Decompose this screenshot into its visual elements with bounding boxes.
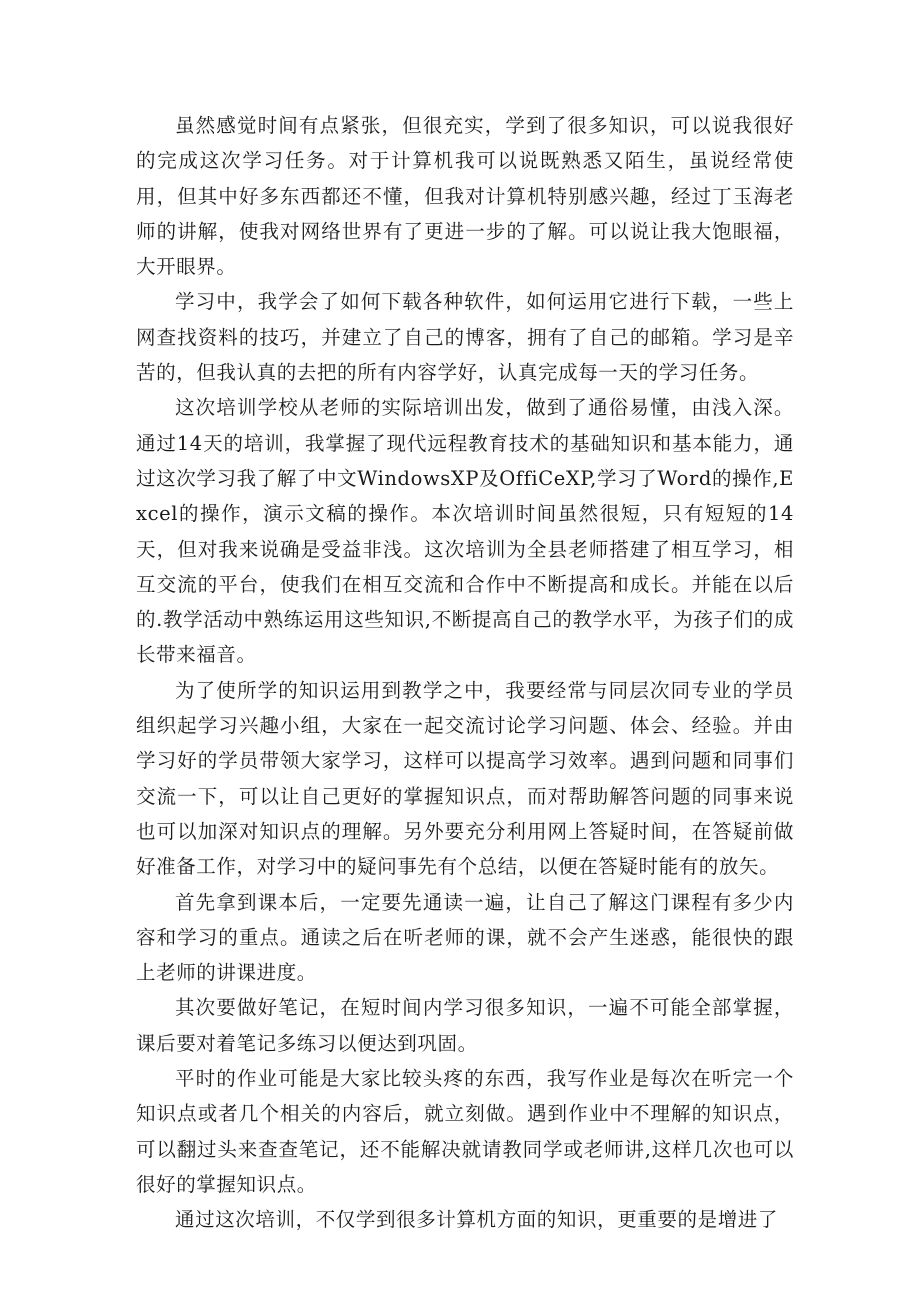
paragraph-5: 首先拿到课本后，一定要先通读一遍，让自己了解这门课程有多少内容和学习的重点。通读之后在听老师的课，就不会产生迷惑，能很快的跟上老师的讲课进度。: [136, 890, 794, 985]
paragraph-2: 学习中，我学会了如何下载各种软件，如何运用它进行下载，一些上网查找资料的技巧，并建立了自己的博客，拥有了自己的邮箱。学习是辛苦的，但我认真的去把的所有内容学好，认真完成每一天的学习任务。: [136, 290, 794, 385]
paragraph-8: 通过这次培训，不仅学到很多计算机方面的知识，更重要的是增进了: [175, 1208, 779, 1232]
paragraph-6: 其次要做好笔记，在短时间内学习很多知识，一遍不可能全部掌握，课后要对着笔记多练习以便达到巩固。: [136, 996, 794, 1055]
paragraph-4: 为了使所学的知识运用到教学之中，我要经常与同层次同专业的学员组织起学习兴趣小组，大家在一起交流讨论学习问题、体会、经验。并由学习好的学员带领大家学习，这样可以提高学习效率。遇到问题和同事们交流一下，可以让自己更好的掌握知识点，而对帮助解答问题的同事来说也可以加深对知识点的理解。另外要充分利用网上答疑时间，在答疑前做好准备工作，对学习中的疑问事先有个总结，以便在答疑时能有的放矢。: [136, 678, 794, 879]
paragraph-1: 虽然感觉时间有点紧张，但很充实，学到了很多知识，可以说我很好的完成这次学习任务。对于计算机我可以说既熟悉又陌生，虽说经常使用，但其中好多东西都还不懂，但我对计算机特别感兴趣，经过丁玉海老师的讲解，使我对网络世界有了更进一步的了解。可以说让我大饱眼福，大开眼界。: [136, 114, 794, 279]
document-body: [136, 108, 794, 1238]
paragraph-3: 这次培训学校从老师的实际培训出发，做到了通俗易懂，由浅入深。通过14天的培训，我掌握了现代远程教育技术的基础知识和基本能力，通过这次学习我了解了中文WindowsXP及OffiCeXP,学习了Word的操作,Excel的操作，演示文稿的操作。本次培训时间虽然很短，只有短短的14天，但对我来说确是受益非浅。这次培训为全县老师搭建了相互学习，相互交流的平台，使我们在相互交流和合作中不断提高和成长。并能在以后的.教学活动中熟练运用这些知识,不断提高自己的教学水平，为孩子们的成长带来福音。: [136, 396, 794, 667]
paragraph-7: 平时的作业可能是大家比较头疼的东西，我写作业是每次在听完一个知识点或者几个相关的内容后，就立刻做。遇到作业中不理解的知识点，可以翻过头来查查笔记，还不能解决就请教同学或老师讲,这样几次也可以很好的掌握知识点。: [136, 1067, 794, 1196]
